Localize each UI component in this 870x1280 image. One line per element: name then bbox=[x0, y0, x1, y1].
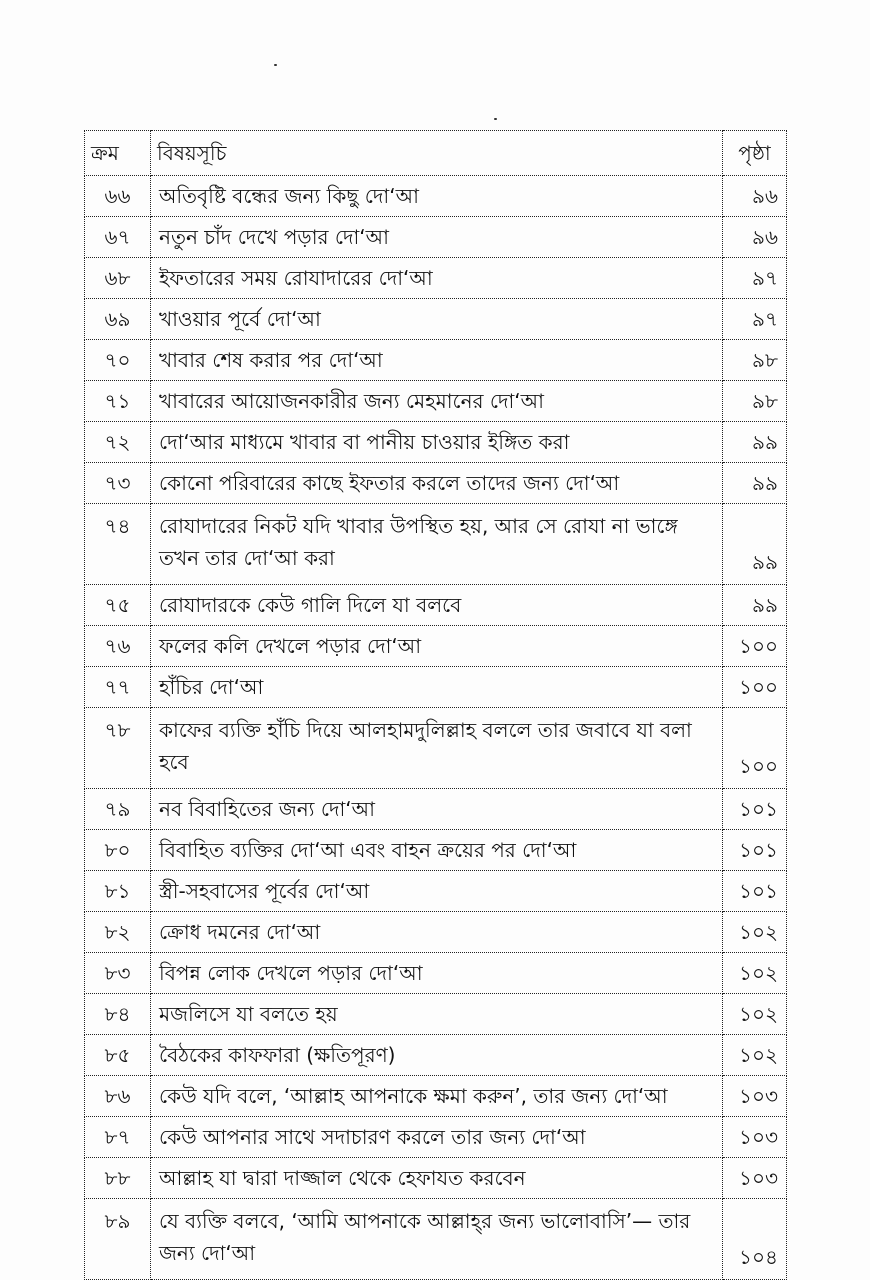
serial-cell: ৭৫ bbox=[85, 585, 151, 626]
scan-speck bbox=[274, 64, 277, 66]
page-cell: ১০০ bbox=[723, 667, 787, 708]
table-row bbox=[85, 1158, 787, 1199]
page-cell: ৯৯ bbox=[723, 585, 787, 626]
table-row bbox=[85, 789, 787, 830]
table-row bbox=[85, 912, 787, 953]
serial-cell: ৮৯ bbox=[85, 1199, 151, 1280]
page-cell: ১০১ bbox=[723, 789, 787, 830]
topic-cell: মজলিসে যা বলতে হয় bbox=[151, 994, 723, 1035]
page-cell: ১০৩ bbox=[723, 1076, 787, 1117]
topic-cell: অতিবৃষ্টি বন্ধের জন্য কিছু দো‘আ bbox=[151, 176, 723, 217]
topic-cell: বিপন্ন লোক দেখলে পড়ার দো‘আ bbox=[151, 953, 723, 994]
table-row bbox=[85, 871, 787, 912]
table-row bbox=[85, 953, 787, 994]
page-cell: ৯৯ bbox=[723, 422, 787, 463]
serial-cell: ৭৩ bbox=[85, 463, 151, 504]
table-row bbox=[85, 1076, 787, 1117]
serial-cell: ৮৫ bbox=[85, 1035, 151, 1076]
page-cell: ১০৩ bbox=[723, 1117, 787, 1158]
table-row bbox=[85, 176, 787, 217]
table-row bbox=[85, 830, 787, 871]
topic-cell: খাবারের আয়োজনকারীর জন্য মেহমানের দো‘আ bbox=[151, 381, 723, 422]
serial-cell: ৬৯ bbox=[85, 299, 151, 340]
serial-cell: ৮০ bbox=[85, 830, 151, 871]
serial-cell: ৮৩ bbox=[85, 953, 151, 994]
page-cell: ১০১ bbox=[723, 830, 787, 871]
table-row bbox=[85, 1199, 787, 1280]
page-cell: ৯৯ bbox=[723, 504, 787, 585]
contents-table bbox=[84, 130, 787, 1280]
serial-cell: ৭৯ bbox=[85, 789, 151, 830]
page-cell: ৯৬ bbox=[723, 176, 787, 217]
page-cell: ৯৯ bbox=[723, 463, 787, 504]
page-cell: ৯৬ bbox=[723, 217, 787, 258]
topic-cell: ফলের কলি দেখলে পড়ার দো‘আ bbox=[151, 626, 723, 667]
page-header: পৃষ্ঠা bbox=[723, 131, 787, 176]
table-row bbox=[85, 217, 787, 258]
page-cell: ৯৮ bbox=[723, 381, 787, 422]
topic-cell: যে ব্যক্তি বলবে, ‘আমি আপনাকে আল্লাহ্‌র জন্য ভালোবাসি’— তার জন্য দো‘আ bbox=[151, 1199, 723, 1280]
serial-cell: ৭৬ bbox=[85, 626, 151, 667]
topic-cell: ক্রোধ দমনের দো‘আ bbox=[151, 912, 723, 953]
table-row bbox=[85, 708, 787, 789]
serial-cell: ৬৮ bbox=[85, 258, 151, 299]
serial-cell: ৮৪ bbox=[85, 994, 151, 1035]
topic-cell: আল্লাহ যা দ্বারা দাজ্জাল থেকে হেফাযত করবেন bbox=[151, 1158, 723, 1199]
topic-cell: নব বিবাহিতের জন্য দো‘আ bbox=[151, 789, 723, 830]
serial-cell: ৮২ bbox=[85, 912, 151, 953]
topic-cell: বিবাহিত ব্যক্তির দো‘আ এবং বাহন ক্রয়ের পর দো‘আ bbox=[151, 830, 723, 871]
topic-cell: কেউ যদি বলে, ‘আল্লাহ আপনাকে ক্ষমা করুন’, তার জন্য দো‘আ bbox=[151, 1076, 723, 1117]
table-row bbox=[85, 381, 787, 422]
topic-cell: দো‘আর মাধ্যমে খাবার বা পানীয় চাওয়ার ইঙ্গিত করা bbox=[151, 422, 723, 463]
header-row bbox=[85, 131, 787, 176]
page-cell: ১০০ bbox=[723, 626, 787, 667]
topic-header: বিষয়সূচি bbox=[151, 131, 723, 176]
topic-cell: রোযাদারের নিকট যদি খাবার উপস্থিত হয়, আর সে রোযা না ভাঙ্গে তখন তার দো‘আ করা bbox=[151, 504, 723, 585]
serial-cell: ৭৪ bbox=[85, 504, 151, 585]
serial-cell: ৮১ bbox=[85, 871, 151, 912]
topic-cell: বৈঠকের কাফফারা (ক্ষতিপূরণ) bbox=[151, 1035, 723, 1076]
topic-cell: খাবার শেষ করার পর দো‘আ bbox=[151, 340, 723, 381]
topic-cell: কাফের ব্যক্তি হাঁচি দিয়ে আলহামদুলিল্লাহ বললে তার জবাবে যা বলা হবে bbox=[151, 708, 723, 789]
serial-cell: ৮৮ bbox=[85, 1158, 151, 1199]
page-cell: ৯৭ bbox=[723, 258, 787, 299]
page-cell: ১০৩ bbox=[723, 1158, 787, 1199]
topic-cell: খাওয়ার পূর্বে দো‘আ bbox=[151, 299, 723, 340]
table-row bbox=[85, 1035, 787, 1076]
serial-cell: ৭০ bbox=[85, 340, 151, 381]
topic-cell: কোনো পরিবারের কাছে ইফতার করলে তাদের জন্য দো‘আ bbox=[151, 463, 723, 504]
table-row bbox=[85, 626, 787, 667]
page-cell: ১০২ bbox=[723, 994, 787, 1035]
serial-cell: ৭২ bbox=[85, 422, 151, 463]
page-cell: ৯৭ bbox=[723, 299, 787, 340]
page-cell: ১০২ bbox=[723, 1035, 787, 1076]
serial-cell: ৮৭ bbox=[85, 1117, 151, 1158]
table-row bbox=[85, 258, 787, 299]
table-row bbox=[85, 585, 787, 626]
serial-cell: ৬৬ bbox=[85, 176, 151, 217]
serial-cell: ৭১ bbox=[85, 381, 151, 422]
page-cell: ১০২ bbox=[723, 912, 787, 953]
page-cell: ৯৮ bbox=[723, 340, 787, 381]
topic-cell: কেউ আপনার সাথে সদাচারণ করলে তার জন্য দো‘আ bbox=[151, 1117, 723, 1158]
topic-cell: ইফতারের সময় রোযাদারের দো‘আ bbox=[151, 258, 723, 299]
topic-cell: নতুন চাঁদ দেখে পড়ার দো‘আ bbox=[151, 217, 723, 258]
page-cell: ১০১ bbox=[723, 871, 787, 912]
serial-cell: ৭৮ bbox=[85, 708, 151, 789]
table-row bbox=[85, 1117, 787, 1158]
topic-cell: স্ত্রী-সহবাসের পূর্বের দো‘আ bbox=[151, 871, 723, 912]
table-row bbox=[85, 667, 787, 708]
serial-cell: ৬৭ bbox=[85, 217, 151, 258]
table-row bbox=[85, 463, 787, 504]
topic-cell: রোযাদারকে কেউ গালি দিলে যা বলবে bbox=[151, 585, 723, 626]
scan-speck bbox=[494, 118, 497, 120]
serial-cell: ৭৭ bbox=[85, 667, 151, 708]
table-row bbox=[85, 504, 787, 585]
page-cell: ১০০ bbox=[723, 708, 787, 789]
table-row bbox=[85, 299, 787, 340]
page-cell: ১০২ bbox=[723, 953, 787, 994]
topic-cell: হাঁচির দো‘আ bbox=[151, 667, 723, 708]
serial-header: ক্রম bbox=[85, 131, 151, 176]
page-cell: ১০৪ bbox=[723, 1199, 787, 1280]
table-row bbox=[85, 340, 787, 381]
table-row bbox=[85, 422, 787, 463]
serial-cell: ৮৬ bbox=[85, 1076, 151, 1117]
table-row bbox=[85, 994, 787, 1035]
